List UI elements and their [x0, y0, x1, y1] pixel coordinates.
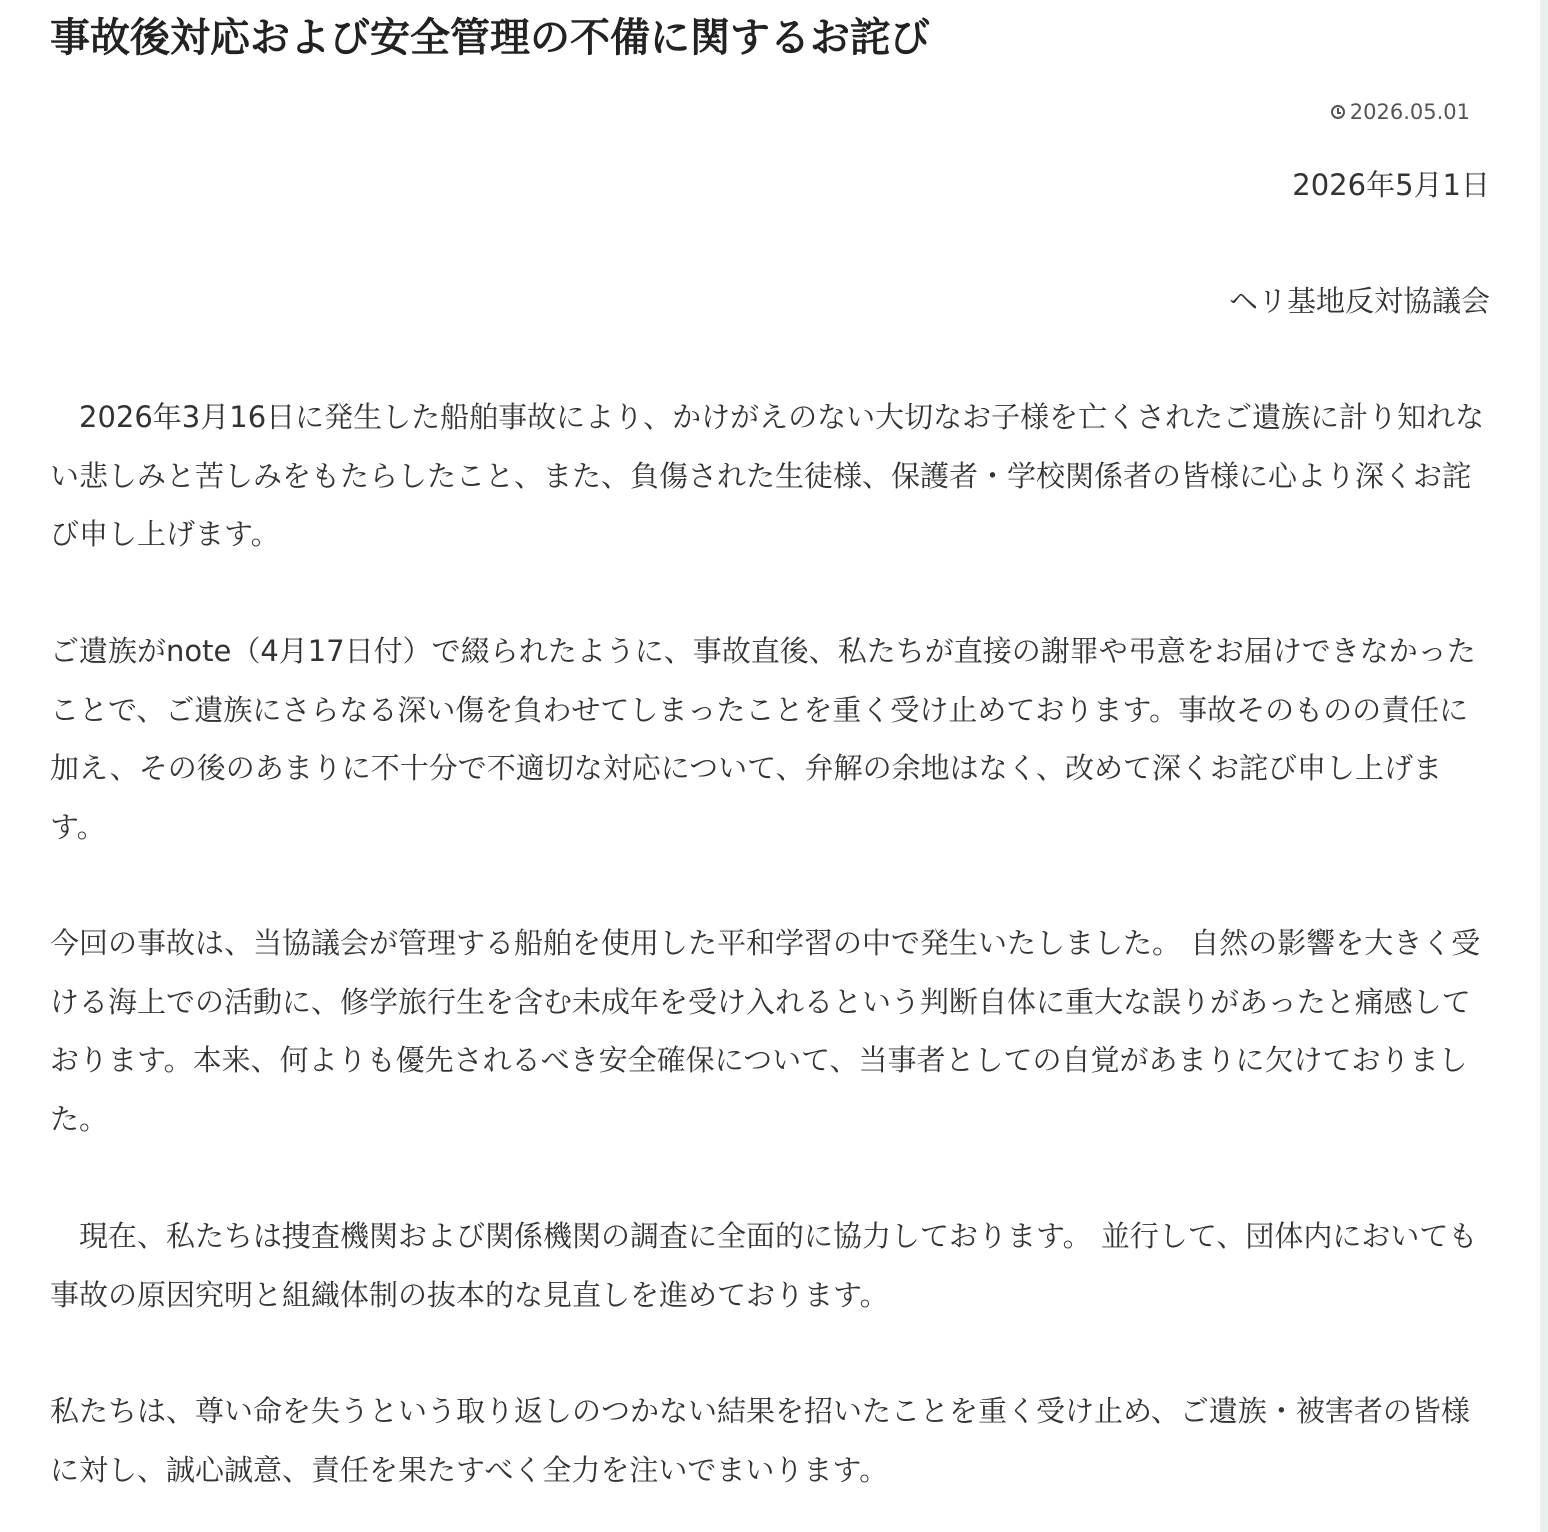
paragraph-response: ご遺族がnote（4月17日付）で綴られたように、事故直後、私たちが直接の謝罪や弔意をお届けできなかったことで、ご遺族にさらなる深い傷を負わせてしまったことを重く受け止めております。事故そのものの責任に加え、その後のあまりに不十分で不適切な対応について、弁解の余地はなく、改めて深くお詫び申し上げます。: [50, 634, 1476, 844]
paragraph-apology: 2026年3月16日に発生した船舶事故により、かけがえのない大切なお子様を亡くされたご遺族に計り知れない悲しみと苦しみをもたらしたこと、また、負傷された生徒様、保護者・学校関係者の皆様に心より深くお詫び申し上げます。: [50, 400, 1485, 551]
paragraph-commitment: 私たちは、尊い命を失うという取り返しのつかない結果を招いたことを重く受け止め、ご遺族・被害者の皆様に対し、誠心誠意、責任を果たすべく全力を注いでまいります。: [50, 1394, 1470, 1487]
scrollbar-track[interactable]: [1540, 0, 1548, 1532]
paragraph-cause: 今回の事故は、当協議会が管理する船舶を使用した平和学習の中で発生いたしました。 自然の影響を大きく受ける海上での活動に、修学旅行生を含む未成年を受け入れるという判断自体に重大な誤りがあったと痛感しております。本来、何よりも優先されるべき安全確保について、当事者としての自覚があまりに欠けておりました。: [50, 926, 1481, 1136]
letter-date: 2026年5月1日: [1292, 168, 1490, 202]
article: [50, 0, 1490, 1532]
post-date-text: 2026.05.01: [1349, 100, 1470, 124]
paragraph-investigation: 現在、私たちは捜査機関および関係機関の調査に全面的に協力しております。 並行して、団体内においても事故の原因究明と組織体制の抜本的な見直しを進めております。: [50, 1219, 1478, 1312]
post-date: [1331, 98, 1470, 126]
clock-icon: [1331, 105, 1345, 119]
article-title: 事故後対応および安全管理の不備に関するお詫び: [50, 15, 930, 61]
organization-name: ヘリ基地反対協議会: [1228, 284, 1490, 318]
